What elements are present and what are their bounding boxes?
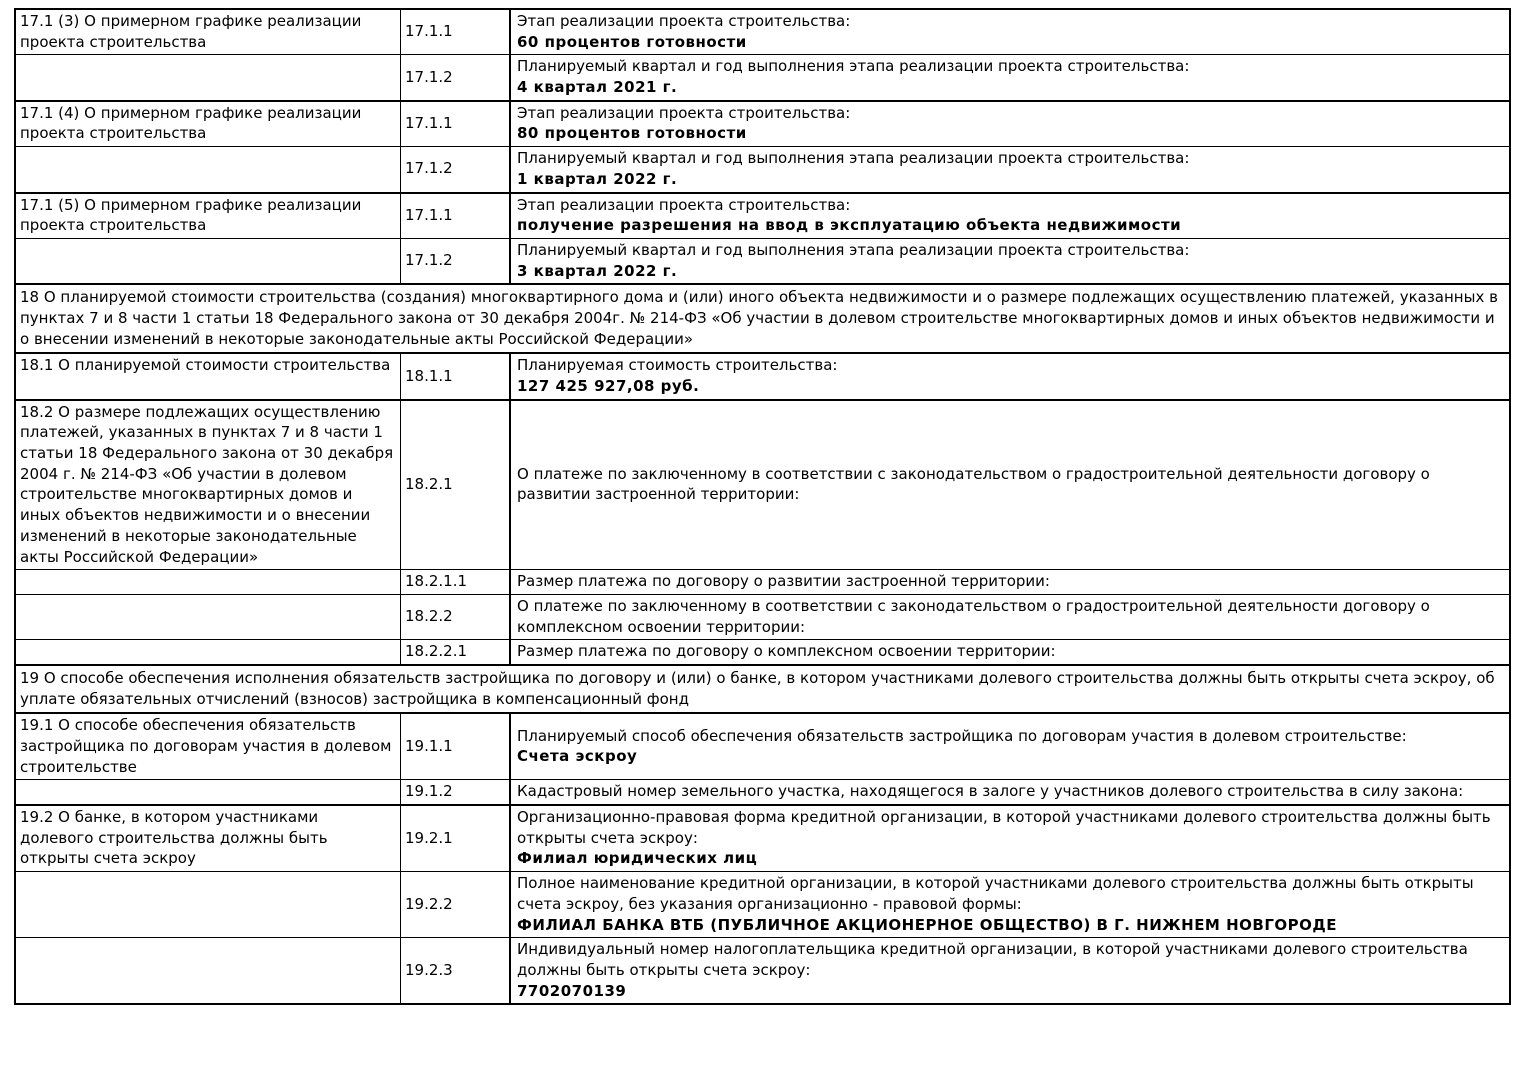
field-value: 127 425 927,08 руб. — [517, 377, 700, 395]
section-header-row — [15, 665, 1510, 713]
project-declaration-table — [14, 8, 1511, 1005]
field-value: получение разрешения на ввод в эксплуатацию объекта недвижимости — [517, 216, 1182, 235]
field-label: Планируемая стоимость строительства: — [517, 356, 838, 375]
table-row — [15, 238, 1510, 284]
row-description — [15, 570, 401, 595]
field-label: Этап реализации проекта строительства: — [517, 12, 851, 30]
field-label: Планируемый квартал и год выполнения этапа реализации проекта строительства: — [517, 240, 1190, 259]
row-item-number: 18.1.1 — [401, 353, 511, 399]
row-content — [510, 640, 1510, 665]
row-description — [15, 147, 401, 193]
field-label: Этап реализации проекта строительства: — [517, 195, 851, 214]
row-item-number: 18.2.2.1 — [401, 640, 511, 665]
row-description: 18.2 О размере подлежащих осуществлению платежей, указанных в пунктах 7 и 8 части 1 статьи 18 Федерального закона от 30 декабря 2004 г. № 214-ФЗ «Об участии в долевом строительстве многоквартирных домов и иных объектов недвижимости и о внесении изменений в некоторые законодательные акты Российской Федерации» — [15, 400, 401, 570]
field-label: Этап реализации проекта строительства: — [517, 103, 851, 122]
table-row — [15, 400, 1510, 570]
row-description: 18.1 О планируемой стоимости строительства — [15, 353, 401, 399]
field-label: Планируемый способ обеспечения обязательств застройщика по договорам участия в долевом строительстве: — [517, 726, 1407, 745]
table-row — [15, 594, 1510, 639]
row-item-number: 18.2.1.1 — [401, 570, 511, 595]
table-row — [15, 353, 1510, 399]
table-row — [15, 147, 1510, 193]
field-label: Организационно-правовая форма кредитной организации, в которой участниками долевого строительства должны быть открыты счета эскроу: — [517, 808, 1491, 847]
row-item-number: 17.1.2 — [401, 147, 511, 193]
field-label: Размер платежа по договору о комплексном освоении территории: — [517, 642, 1056, 661]
field-value: 80 процентов готовности — [517, 124, 747, 143]
field-value: ФИЛИАЛ БАНКА ВТБ (ПУБЛИЧНОЕ АКЦИОНЕРНОЕ ОБЩЕСТВО) В Г. НИЖНЕМ НОВГОРОДЕ — [517, 915, 1337, 934]
row-content — [510, 713, 1510, 780]
row-content — [510, 570, 1510, 595]
table-row — [15, 938, 1510, 1005]
section-header-text: 18 О планируемой стоимости строительства (создания) многоквартирного дома и (или) иного объекта недвижимости и о размере подлежащих осуществлению платежей, указанных в пунктах 7 и 8 части 1 статьи 18 Федерального закона от 30 декабря 2004г. № 214-ФЗ «Об участии в долевом строительстве многоквартирных домов и иных объектов недвижимости и о внесении изменений в некоторые законодательные акты Российской Федерации» — [15, 284, 1510, 353]
field-label: О платеже по заключенному в соответствии с законодательством о градостроительной деятельности договору о комплексном освоении территории: — [517, 596, 1430, 636]
table-row — [15, 55, 1510, 101]
table-row — [15, 193, 1510, 239]
table-row — [15, 872, 1510, 938]
row-description: 17.1 (4) О примерном графике реализации проекта строительства — [15, 101, 401, 147]
row-content — [510, 938, 1510, 1005]
row-content — [510, 55, 1510, 101]
row-description — [15, 780, 401, 805]
row-item-number: 19.1.1 — [401, 713, 511, 780]
row-description: 17.1 (3) О примерном графике реализации проекта строительства — [15, 9, 401, 55]
row-content — [510, 147, 1510, 193]
field-value: 1 квартал 2022 г. — [517, 169, 678, 188]
row-item-number: 17.1.2 — [401, 55, 511, 101]
row-content — [510, 101, 1510, 147]
section-header-text: 19 О способе обеспечения исполнения обязательств застройщика по договору и (или) о банке, в котором участниками долевого строительства должны быть открыты счета эскроу, об уплате обязательных отчислений (взносов) застройщика в компенсационный фонд — [15, 665, 1510, 713]
row-item-number: 19.2.2 — [401, 872, 511, 938]
row-item-number: 17.1.1 — [401, 193, 511, 239]
field-label: Полное наименование кредитной организации, в которой участниками долевого строительства должны быть открыты счета эскроу, без указания организационно - правовой формы: — [517, 874, 1474, 913]
row-item-number: 18.2.2 — [401, 594, 511, 639]
row-content — [510, 193, 1510, 239]
row-description — [15, 594, 401, 639]
row-item-number: 19.2.1 — [401, 805, 511, 872]
field-label: Индивидуальный номер налогоплательщика кредитной организации, в которой участниками долевого строительства должны быть открыты счета эскроу: — [517, 940, 1468, 979]
row-content — [510, 805, 1510, 872]
field-label: Размер платежа по договору о развитии застроенной территории: — [517, 572, 1050, 591]
row-description: 17.1 (5) О примерном графике реализации проекта строительства — [15, 193, 401, 239]
table-row — [15, 101, 1510, 147]
row-item-number: 17.1.2 — [401, 238, 511, 284]
row-description: 19.2 О банке, в котором участниками долевого строительства должны быть открыты счета эскроу — [15, 805, 401, 872]
row-description — [15, 238, 401, 284]
row-content — [510, 238, 1510, 284]
row-content — [510, 780, 1510, 805]
field-label: Планируемый квартал и год выполнения этапа реализации проекта строительства: — [517, 57, 1190, 76]
row-description — [15, 55, 401, 101]
field-value: 7702070139 — [517, 981, 627, 1000]
row-description: 19.1 О способе обеспечения обязательств застройщика по договорам участия в долевом строительстве — [15, 713, 401, 780]
table-row — [15, 570, 1510, 595]
section-header-row — [15, 284, 1510, 353]
field-label: Кадастровый номер земельного участка, находящегося в залоге у участников долевого строительства в силу закона: — [517, 782, 1464, 801]
field-value: 3 квартал 2022 г. — [517, 261, 678, 280]
row-item-number: 17.1.1 — [401, 9, 511, 55]
table-row — [15, 9, 1510, 55]
row-content — [510, 594, 1510, 639]
row-item-number: 18.2.1 — [401, 400, 511, 570]
field-value: 4 квартал 2021 г. — [517, 78, 678, 97]
table-row — [15, 805, 1510, 872]
row-description — [15, 938, 401, 1005]
field-value: Филиал юридических лиц — [517, 849, 758, 868]
row-item-number: 19.1.2 — [401, 780, 511, 805]
table-row — [15, 713, 1510, 780]
table-row — [15, 640, 1510, 665]
row-content — [510, 872, 1510, 938]
field-value: Счета эскроу — [517, 747, 638, 766]
row-description — [15, 640, 401, 665]
row-content — [510, 353, 1510, 399]
field-label: О платеже по заключенному в соответствии с законодательством о градостроительной деятельности договору о развитии застроенной территории: — [517, 464, 1430, 504]
field-label: Планируемый квартал и год выполнения этапа реализации проекта строительства: — [517, 149, 1190, 168]
table-row — [15, 780, 1510, 805]
field-value: 60 процентов готовности — [517, 32, 747, 51]
row-content — [510, 9, 1510, 55]
row-item-number: 19.2.3 — [401, 938, 511, 1005]
table-body — [15, 9, 1510, 1004]
row-item-number: 17.1.1 — [401, 101, 511, 147]
row-description — [15, 872, 401, 938]
row-content — [510, 400, 1510, 570]
